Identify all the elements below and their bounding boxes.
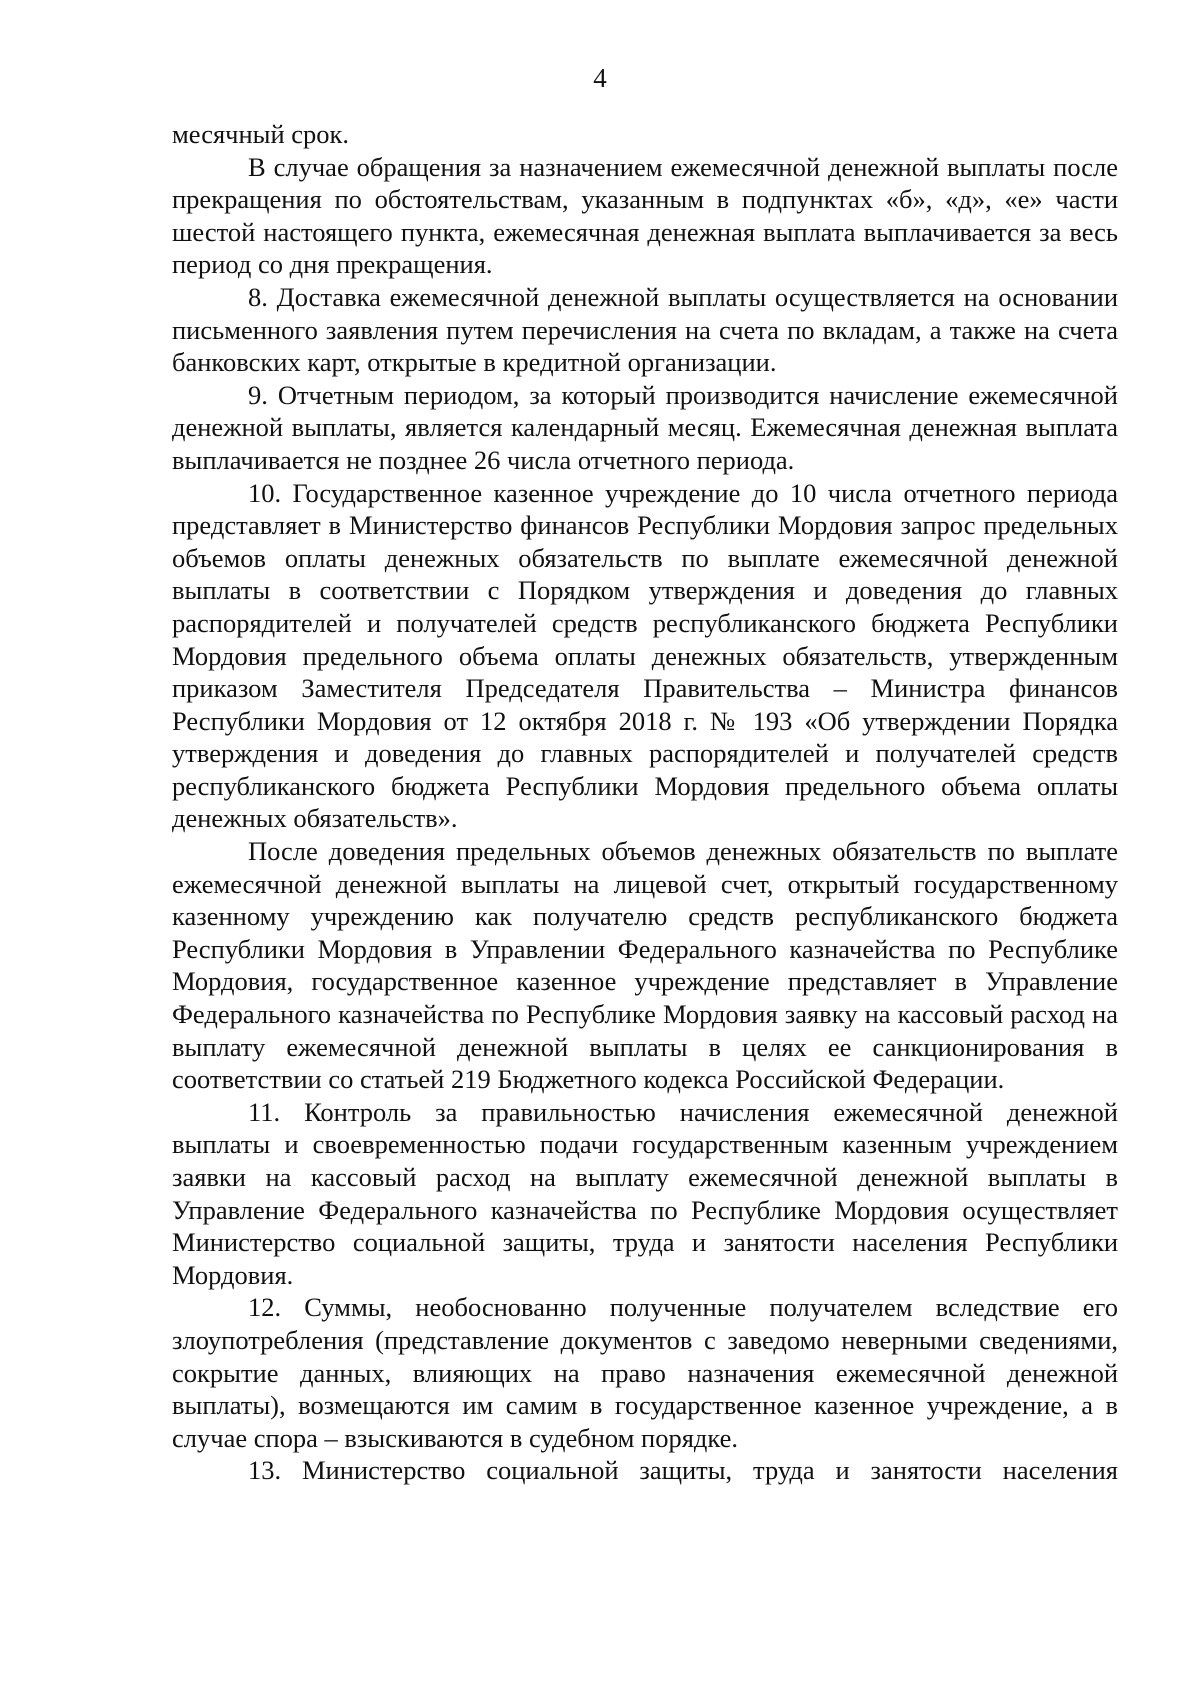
paragraph-payment-after-termination: В случае обращения за назначением ежемесячной денежной выплаты после прекращения по обстоятельствам, указанным в подпунктах «б», «д», «е» части шестой настоящего пункта, ежемесячная денежная выплата выплачивается за весь период со дня прекращения. <box>172 151 1118 280</box>
paragraph-continuation: месячный срок. <box>172 119 350 149</box>
document-body <box>172 118 1118 1487</box>
page-number: 4 <box>593 63 607 93</box>
paragraph-item-12: 12. Суммы, необоснованно полученные получателем вследствие его злоупотребления (представление документов с заведомо неверными сведениями, сокрытие данных, влияющих на право назначения ежемесячной денежной выплаты), возмещаются им самим в государственное казенное учреждение, а в случае спора – взыскиваются в судебном порядке. <box>172 1292 1118 1453</box>
paragraph-item-10: 10. Государственное казенное учреждение до 10 числа отчетного периода представляет в Министерство финансов Республики Мордовия запрос предельных объемов оплаты денежных обязательств по выплате ежемесячной денежной выплаты в соответствии с Порядком утверждения и доведения до главных распорядителей и получателей средств республиканского бюджета Республики Мордовия предельного объема оплаты денежных обязательств, утвержденным приказом Заместителя Председателя Правительства – Министра финансов Республики Мордовия от 12 октября 2018 г. № 193 «Об утверждении Порядка утверждения и доведения до главных распорядителей и получателей средств республиканского бюджета Республики Мордовия предельного объема оплаты денежных обязательств». <box>172 477 1118 834</box>
paragraph-item-11: 11. Контроль за правильностью начисления ежемесячной денежной выплаты и своевременностью подачи государственным казенным учреждением заявки на кассовый расход на выплату ежемесячной денежной выплаты в Управление Федерального казначейства по Республике Мордовия осуществляет Министерство социальной защиты, труда и занятости населения Республики Мордовия. <box>172 1096 1118 1290</box>
paragraph-item-9: 9. Отчетным периодом, за который производится начисление ежемесячной денежной выплаты, является календарный месяц. Ежемесячная денежная выплата выплачивается не позднее 26 числа отчетного периода. <box>172 379 1118 475</box>
paragraph-item-8: 8. Доставка ежемесячной денежной выплаты осуществляется на основании письменного заявления путем перечисления на счета по вкладам, а также на счета банковских карт, открытые в кредитной организации. <box>172 281 1118 378</box>
paragraph-item-13: 13. Министерство социальной защиты, труда и занятости населения <box>248 1455 1118 1486</box>
paragraph-after-limits: После доведения предельных объемов денежных обязательств по выплате ежемесячной денежной выплаты на лицевой счет, открытый государственному казенному учреждению как получателю средств республиканского бюджета Республики Мордовия в Управлении Федерального казначейства по Республике Мордовия, государственное казенное учреждение представляет в Управление Федерального казначейства по Республике Мордовия заявку на кассовый расход на выплату ежемесячной денежной выплаты в целях ее санкционирования в соответствии со статьей 219 Бюджетного кодекса Российской Федерации. <box>172 836 1118 1095</box>
